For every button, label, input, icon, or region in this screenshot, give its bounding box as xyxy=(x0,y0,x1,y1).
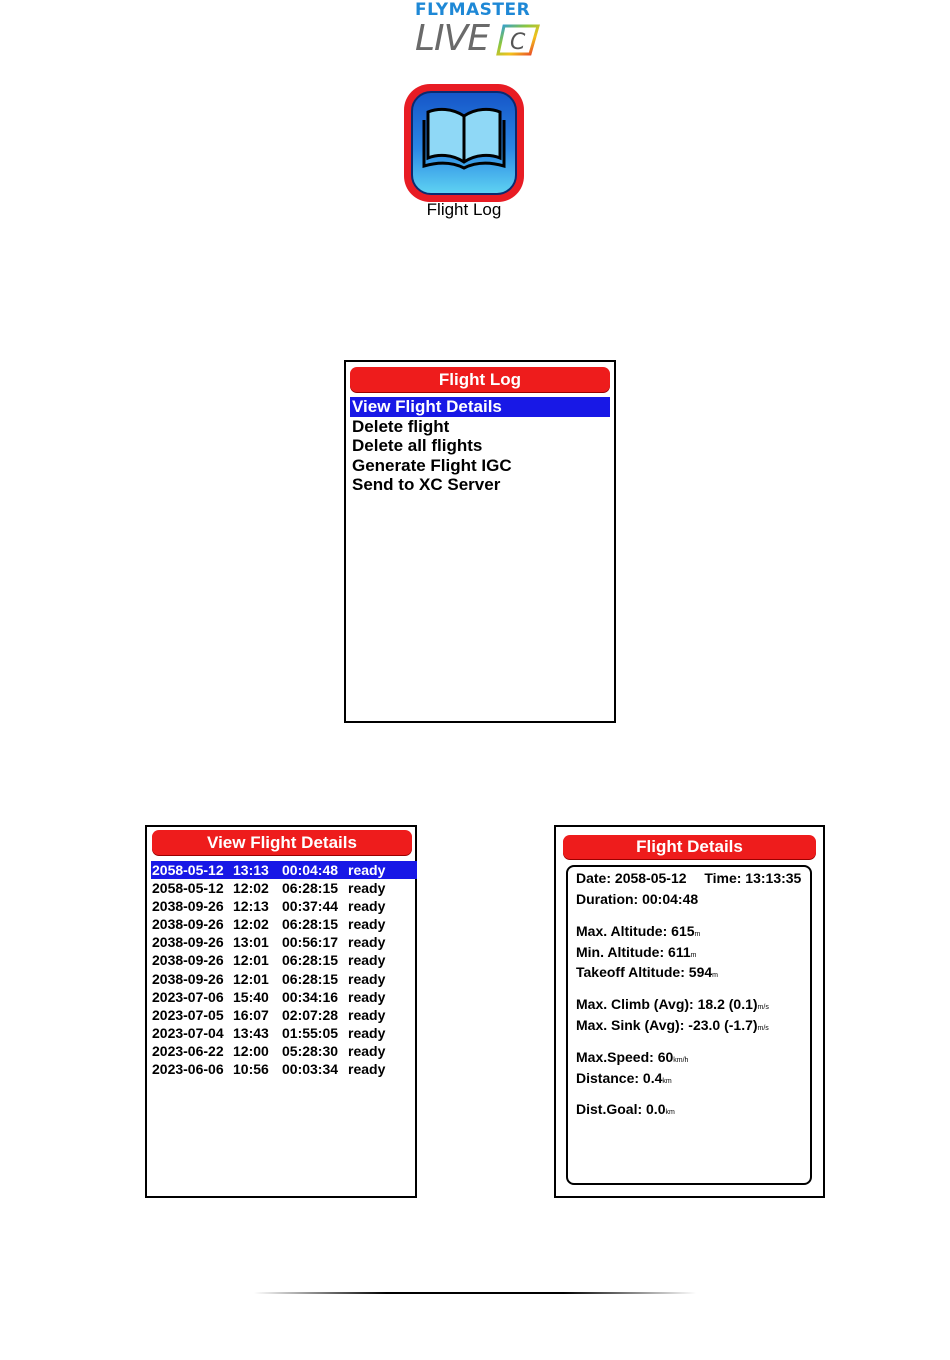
flight-list xyxy=(151,861,417,1078)
max-climb-row xyxy=(576,996,769,1012)
min-altitude-unit: m xyxy=(690,952,697,959)
date-value: 2058-05-12 xyxy=(614,870,687,886)
flight-time: 16:07 xyxy=(233,1006,269,1023)
list-title-bar: View Flight Details xyxy=(152,830,412,855)
flight-time: 12:01 xyxy=(233,952,269,969)
takeoff-altitude-label: Takeoff Altitude: xyxy=(576,964,685,980)
flight-list-row[interactable] xyxy=(151,879,417,897)
dist-goal-label: Dist.Goal: xyxy=(576,1101,643,1117)
flight-duration: 00:34:16 xyxy=(282,988,339,1005)
min-altitude-value: 611 xyxy=(668,944,691,960)
flight-status: ready xyxy=(348,1006,386,1023)
menu-item-delete-flight[interactable]: Delete flight xyxy=(352,416,450,436)
flight-date: 2038-09-26 xyxy=(152,952,224,969)
flight-list-row[interactable] xyxy=(151,1024,417,1042)
flight-duration: 05:28:30 xyxy=(282,1042,339,1059)
details-title-bar: Flight Details xyxy=(563,835,816,859)
flight-time: 10:56 xyxy=(233,1061,269,1078)
flight-duration: 06:28:15 xyxy=(282,952,339,969)
flight-status: ready xyxy=(348,862,386,878)
max-climb-value: 18.2 (0.1) xyxy=(697,996,758,1012)
takeoff-altitude-row xyxy=(576,964,718,980)
flight-log-menu-screen xyxy=(344,360,616,723)
flight-date: 2023-07-04 xyxy=(152,1024,224,1041)
distance-label: Distance: xyxy=(576,1070,640,1086)
svg-text:C: C xyxy=(510,30,526,55)
flight-date: 2023-07-05 xyxy=(152,1006,224,1023)
flight-details-screen xyxy=(554,825,825,1198)
date-time-row xyxy=(576,870,801,886)
flight-date: 2058-05-12 xyxy=(152,880,224,897)
max-speed-row xyxy=(576,1049,688,1065)
flight-list-row[interactable] xyxy=(151,988,417,1006)
details-panel xyxy=(566,865,812,1185)
flight-list-row[interactable] xyxy=(151,1006,417,1024)
date-label: Date: xyxy=(576,870,612,886)
flight-status: ready xyxy=(348,952,386,969)
view-flight-details-screen xyxy=(145,825,417,1198)
duration-row xyxy=(576,891,698,907)
flight-duration: 01:55:05 xyxy=(282,1024,339,1041)
flight-duration: 00:37:44 xyxy=(282,898,339,915)
flight-log-menu xyxy=(350,397,610,495)
flight-list-row[interactable] xyxy=(151,861,417,879)
time-label: Time: xyxy=(704,870,742,886)
flight-status: ready xyxy=(348,1042,386,1059)
flight-status: ready xyxy=(348,1024,386,1041)
logo-product-text: LIVE xyxy=(415,18,490,59)
flight-status: ready xyxy=(348,1061,386,1078)
flight-duration: 00:03:34 xyxy=(282,1061,339,1078)
flight-list-row[interactable] xyxy=(151,951,417,969)
flight-time: 12:02 xyxy=(233,880,269,897)
max-altitude-unit: m xyxy=(694,931,701,938)
flight-date: 2058-05-12 xyxy=(152,862,224,878)
flight-duration: 00:56:17 xyxy=(282,934,339,951)
flight-list-row[interactable] xyxy=(151,915,417,933)
flight-list-row[interactable] xyxy=(151,933,417,951)
min-altitude-label: Min. Altitude: xyxy=(576,944,665,960)
max-climb-label: Max. Climb (Avg): xyxy=(576,996,694,1012)
time-value: 13:13:35 xyxy=(745,870,802,886)
flight-time: 13:13 xyxy=(233,862,269,878)
flight-date: 2023-06-06 xyxy=(152,1061,224,1078)
max-climb-unit: m/s xyxy=(757,1004,769,1011)
flight-status: ready xyxy=(348,916,386,933)
menu-item-send-to-xc-server[interactable]: Send to XC Server xyxy=(352,475,501,495)
flight-status: ready xyxy=(348,970,386,987)
flight-time: 15:40 xyxy=(233,988,269,1005)
dist-goal-value: 0.0 xyxy=(646,1101,666,1117)
distance-unit: km xyxy=(662,1078,672,1085)
flight-time: 12:01 xyxy=(233,970,269,987)
max-sink-value: -23.0 (-1.7) xyxy=(688,1017,758,1033)
logo-c-mark-icon xyxy=(496,24,540,56)
flight-date: 2038-09-26 xyxy=(152,970,224,987)
takeoff-altitude-unit: m xyxy=(712,972,718,979)
flight-time: 12:02 xyxy=(233,916,269,933)
takeoff-altitude-value: 594 xyxy=(688,964,713,980)
flight-duration: 06:28:15 xyxy=(282,916,339,933)
flight-list-row[interactable] xyxy=(151,970,417,988)
max-speed-unit: km/h xyxy=(673,1057,689,1064)
distance-row xyxy=(576,1070,672,1086)
flight-duration: 06:28:15 xyxy=(282,970,339,987)
flight-list-row[interactable] xyxy=(151,1042,417,1060)
flight-date: 2023-06-22 xyxy=(152,1042,224,1059)
flight-duration: 00:04:48 xyxy=(282,862,339,878)
max-altitude-row xyxy=(576,923,700,939)
flight-status: ready xyxy=(348,934,386,951)
flight-time: 13:01 xyxy=(233,934,269,951)
max-speed-value: 60 xyxy=(657,1049,674,1065)
flymaster-live-logo xyxy=(410,0,545,62)
duration-label: Duration: xyxy=(576,891,639,907)
max-sink-label: Max. Sink (Avg): xyxy=(576,1017,685,1033)
book-icon xyxy=(422,102,506,172)
duration-value: 00:04:48 xyxy=(642,891,699,907)
flight-status: ready xyxy=(348,988,386,1005)
max-sink-unit: m/s xyxy=(757,1025,769,1032)
flight-date: 2038-09-26 xyxy=(152,934,224,951)
min-altitude-row xyxy=(576,944,696,960)
max-altitude-value: 615 xyxy=(671,923,695,939)
flight-date: 2023-07-06 xyxy=(152,988,224,1005)
menu-item-view-flight-details[interactable]: View Flight Details xyxy=(350,397,610,417)
menu-title-bar: Flight Log xyxy=(350,367,610,392)
dist-goal-row xyxy=(576,1101,675,1117)
flight-list-row[interactable] xyxy=(151,897,417,915)
menu-item-generate-flight-igc[interactable]: Generate Flight IGC xyxy=(352,455,512,475)
flight-duration: 02:07:28 xyxy=(282,1006,339,1023)
flight-time: 12:00 xyxy=(233,1042,269,1059)
app-icon-label: Flight Log xyxy=(426,200,502,219)
flight-status: ready xyxy=(348,898,386,915)
flight-log-app-icon[interactable] xyxy=(404,84,524,202)
flight-date: 2038-09-26 xyxy=(152,898,224,915)
flight-date: 2038-09-26 xyxy=(152,916,224,933)
dist-goal-unit: km xyxy=(665,1109,675,1116)
flight-time: 13:43 xyxy=(233,1024,269,1041)
flight-time: 12:13 xyxy=(233,898,269,915)
menu-item-delete-all-flights[interactable]: Delete all flights xyxy=(352,436,483,456)
flight-duration: 06:28:15 xyxy=(282,880,339,897)
distance-value: 0.4 xyxy=(642,1070,663,1086)
flight-status: ready xyxy=(348,880,386,897)
max-sink-row xyxy=(576,1017,769,1033)
max-altitude-label: Max. Altitude: xyxy=(576,923,668,939)
logo-brand-text: FLYMASTER xyxy=(415,0,531,20)
flight-list-row[interactable] xyxy=(151,1060,417,1078)
footer-divider xyxy=(254,1292,696,1294)
max-speed-label: Max.Speed: xyxy=(576,1049,654,1065)
